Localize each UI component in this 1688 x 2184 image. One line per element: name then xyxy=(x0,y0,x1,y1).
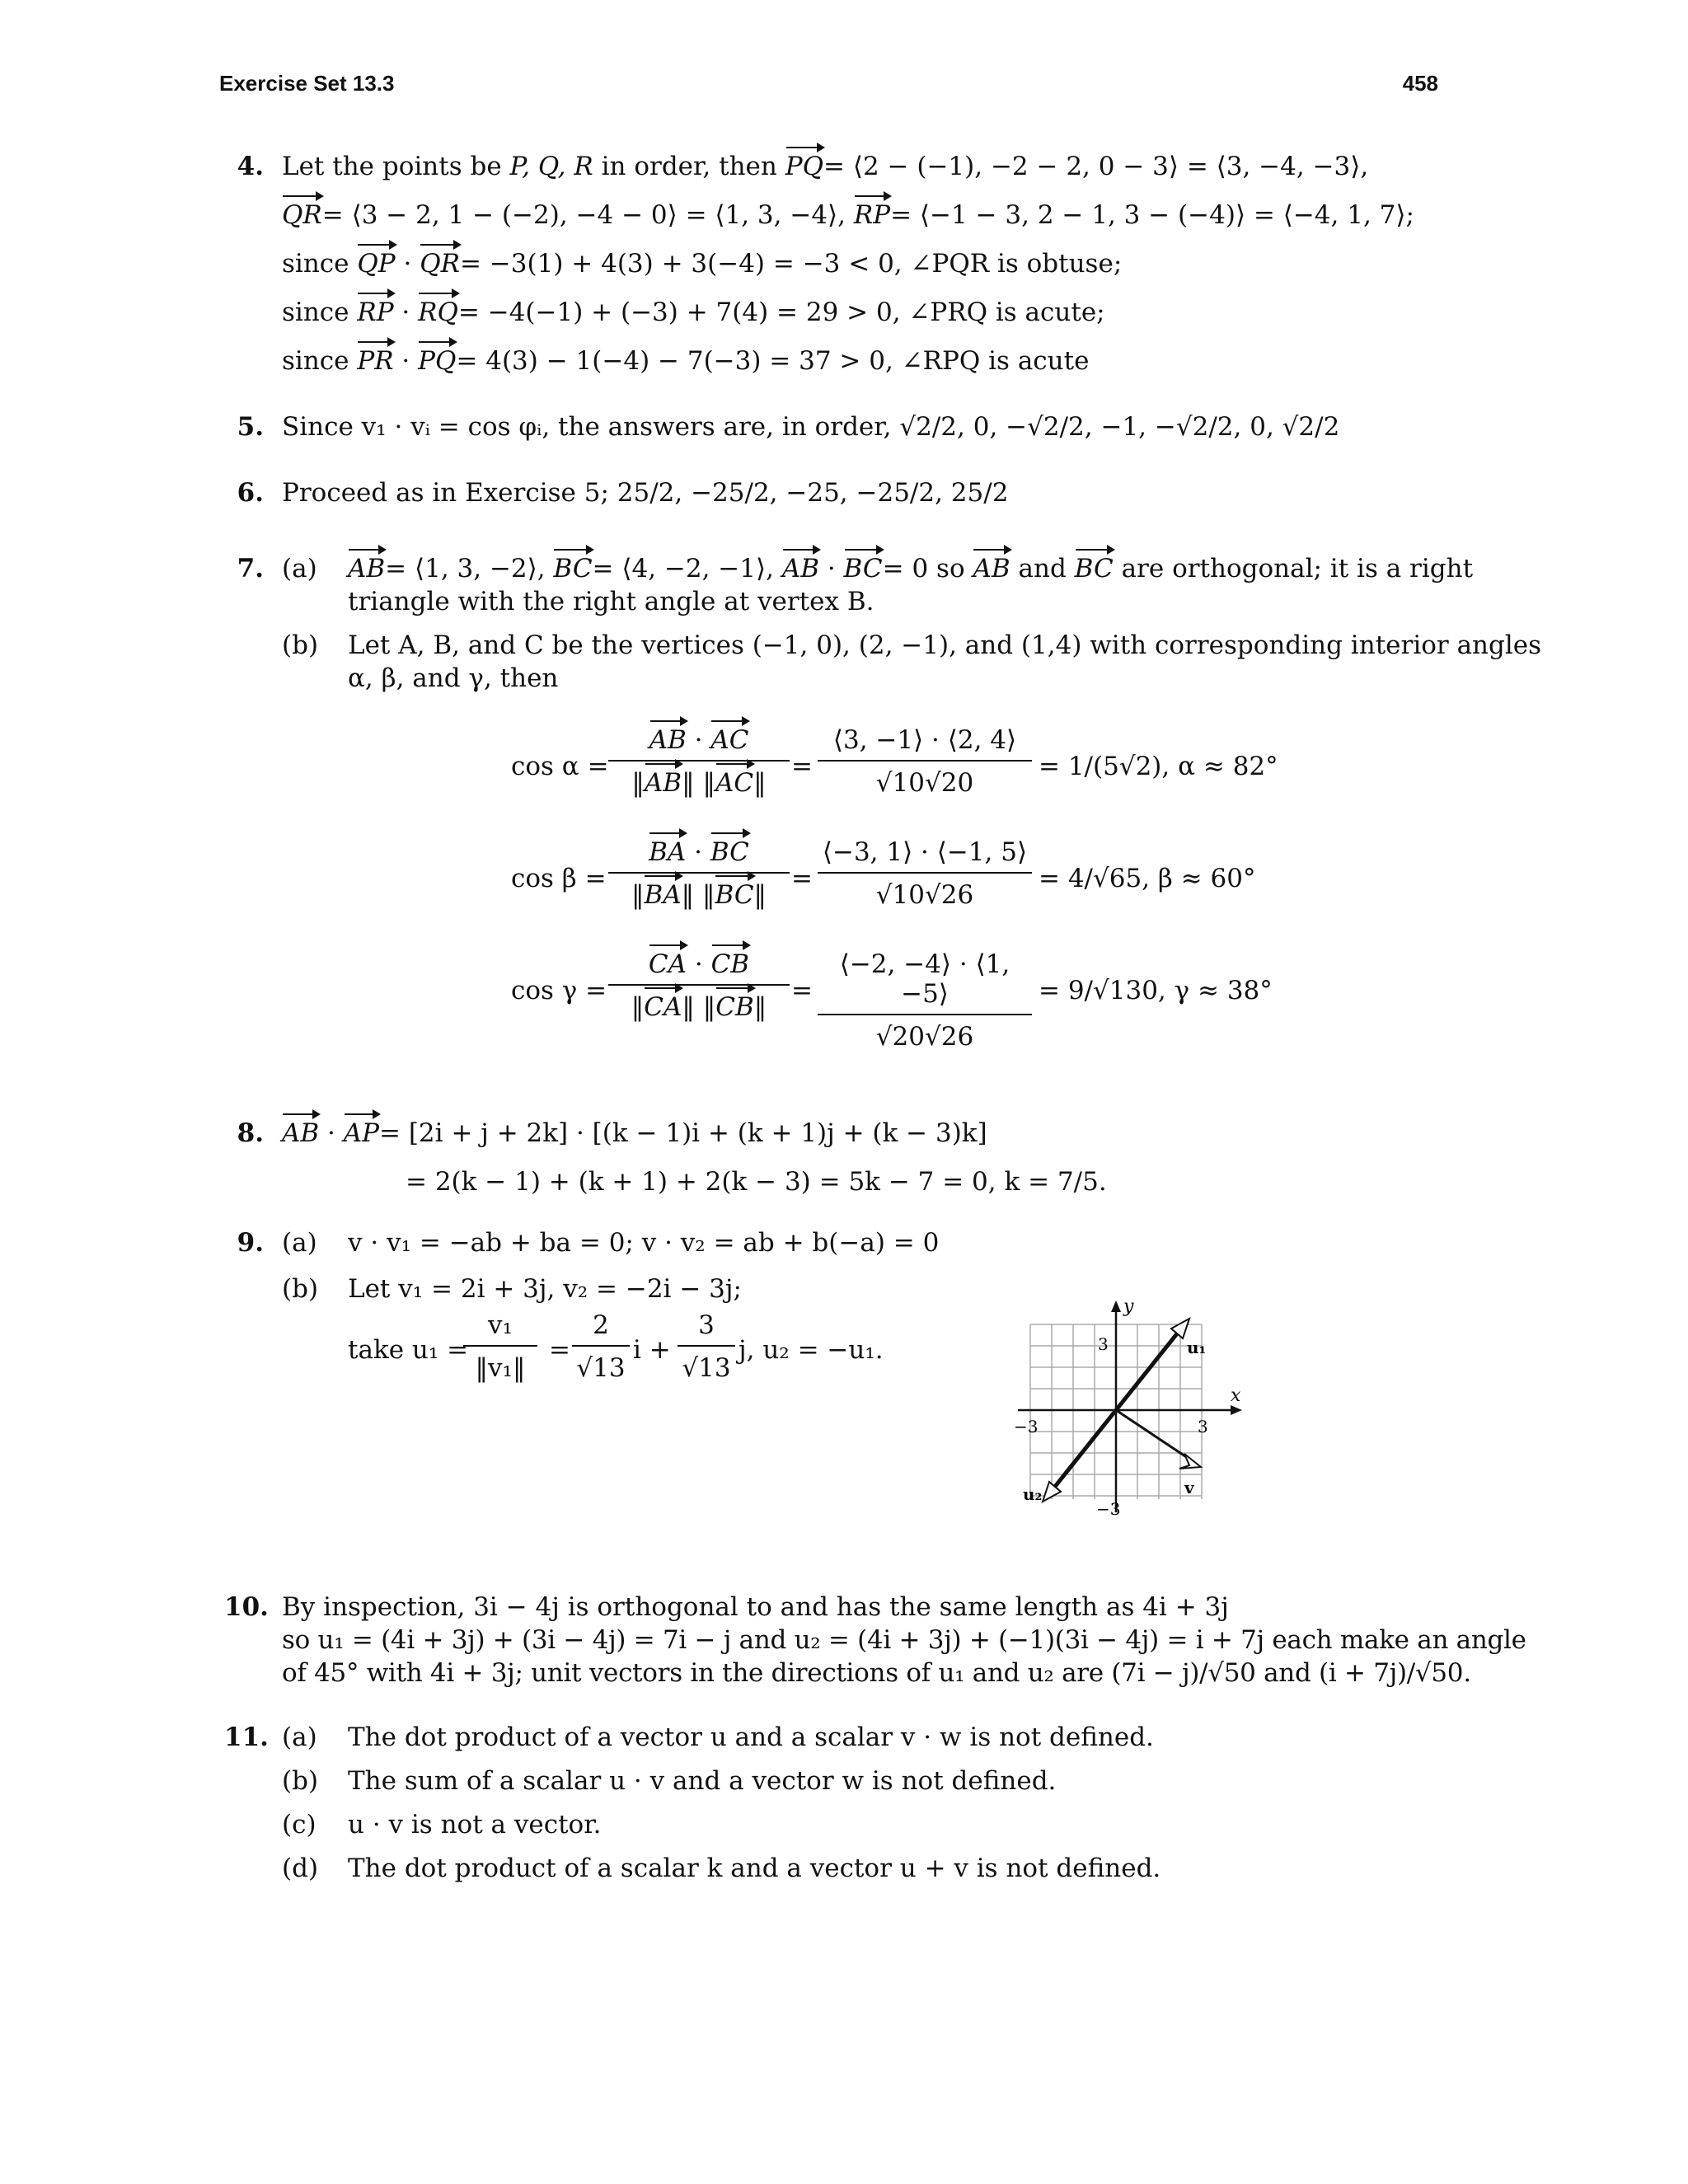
exercise-7a-line-2: triangle with the right angle at vertex B. xyxy=(348,587,874,616)
exercise-11d-label: (d) xyxy=(282,1854,319,1883)
exercise-7a-label: (a) xyxy=(282,554,317,583)
exercise-11c-label: (c) xyxy=(282,1810,316,1840)
exercise-8-line-1: AB · AP= [2i + j + 2k] · [(k − 1)i + (k + 1)j + (k − 3)k] xyxy=(282,1118,987,1148)
page-number: 458 xyxy=(1402,71,1438,96)
exercise-4-line-1: Let the points be P, Q, R in order, then PQ= ⟨2 − (−1), −2 − 2, 0 − 3⟩ = ⟨3, −4, −3⟩, xyxy=(282,152,1369,181)
exercise-5-text: Since v₁ · vᵢ = cos φᵢ, the answers are, in order, √2/2, 0, −√2/2, −1, −√2/2, 0, √2/2 xyxy=(282,412,1340,442)
running-header-title: Exercise Set 13.3 xyxy=(219,71,395,96)
vector-pq: PQ xyxy=(785,152,824,181)
x-axis-label: x xyxy=(1231,1385,1241,1406)
exercise-5-number: 5. xyxy=(237,412,264,442)
exercise-4-line-4: since RP · RQ= −4(−1) + (−3) + 7(4) = 29 > 0, ∠PRQ is acute; xyxy=(282,298,1105,327)
x-axis-arrow xyxy=(1231,1405,1242,1415)
exercise-4-line-3: since QP · QR= −3(1) + 4(3) + 3(−4) = −3 < 0, ∠PQR is obtuse; xyxy=(282,249,1123,279)
vector-u1-line xyxy=(1116,1329,1181,1410)
exercise-9b-label: (b) xyxy=(282,1274,319,1304)
vector-graph xyxy=(1001,1286,1265,1533)
exercise-7b-label: (b) xyxy=(282,630,319,660)
exercise-10-line-2: so u₁ = (4i + 3j) + (3i − 4j) = 7i − j and u₂ = (4i + 3j) + (−1)(3i − 4j) = i + 7j each make an angle xyxy=(282,1625,1526,1655)
exercise-9-number: 9. xyxy=(237,1228,264,1258)
exercise-11c-text: u · v is not a vector. xyxy=(348,1810,602,1840)
exercise-4-number: 4. xyxy=(237,152,264,181)
exercise-9b-text: Let v₁ = 2i + 3j, v₂ = −2i − 3j; xyxy=(348,1274,742,1304)
exercise-7b-line-2: α, β, and γ, then xyxy=(348,663,559,693)
exercise-10-line-3: of 45° with 4i + 3j; unit vectors in the directions of u₁ and u₂ are (7i − j)/√50 and (i + 7j)/√50. xyxy=(282,1658,1471,1688)
exercise-7-number: 7. xyxy=(237,554,264,583)
exercise-8-line-2: = 2(k − 1) + (k + 1) + 2(k − 3) = 5k − 7 = 0, k = 7/5. xyxy=(406,1167,1107,1197)
label-u2: u₂ xyxy=(1023,1484,1043,1504)
exercise-6-number: 6. xyxy=(237,478,264,508)
x-tick-minus-3: −3 xyxy=(1014,1417,1039,1436)
exercise-10-line-1: By inspection, 3i − 4j is orthogonal to and has the same length as 4i + 3j xyxy=(282,1592,1229,1622)
y-axis-label: y xyxy=(1123,1296,1134,1317)
exercise-9a-label: (a) xyxy=(282,1228,317,1258)
x-tick-3: 3 xyxy=(1198,1417,1208,1436)
y-axis-arrow xyxy=(1111,1301,1121,1312)
exercise-7b-line-1: Let A, B, and C be the vertices (−1, 0), (2, −1), and (1,4) with corresponding interior angles xyxy=(348,630,1542,660)
vector-u2-line xyxy=(1051,1410,1116,1492)
exercise-6-text: Proceed as in Exercise 5; 25/2, −25/2, −25, −25/2, 25/2 xyxy=(282,478,1009,508)
exercise-9a-text: v · v₁ = −ab + ba = 0; v · v₂ = ab + b(−a) = 0 xyxy=(348,1228,940,1258)
exercise-7a-line-1: AB= ⟨1, 3, −2⟩, BC= ⟨4, −2, −1⟩, AB · BC= 0 so AB and BC are orthogonal; it is a right xyxy=(348,554,1474,583)
exercise-11d-text: The dot product of a scalar k and a vector u + v is not defined. xyxy=(348,1854,1161,1883)
y-tick-minus-3: −3 xyxy=(1096,1499,1121,1519)
exercise-4-line-2: QR= ⟨3 − 2, 1 − (−2), −4 − 0⟩ = ⟨1, 3, −4⟩, RP= ⟨−1 − 3, 2 − 1, 3 − (−4)⟩ = ⟨−4, 1, 7⟩; xyxy=(282,200,1414,230)
exercise-11b-text: The sum of a scalar u · v and a vector w is not defined. xyxy=(348,1766,1057,1796)
exercise-4-line-5: since PR · PQ= 4(3) − 1(−4) − 7(−3) = 37 > 0, ∠RPQ is acute xyxy=(282,346,1090,376)
exercise-11a-label: (a) xyxy=(282,1722,317,1752)
exercise-11a-text: The dot product of a vector u and a scalar v · w is not defined. xyxy=(348,1722,1154,1752)
exercise-11-number: 11. xyxy=(224,1722,269,1752)
label-u1: u₁ xyxy=(1187,1338,1207,1357)
y-tick-3: 3 xyxy=(1098,1334,1109,1354)
exercise-8-number: 8. xyxy=(237,1118,264,1148)
label-v: v xyxy=(1184,1478,1194,1497)
exercise-11b-label: (b) xyxy=(282,1766,319,1796)
exercise-10-number: 10. xyxy=(224,1592,269,1622)
